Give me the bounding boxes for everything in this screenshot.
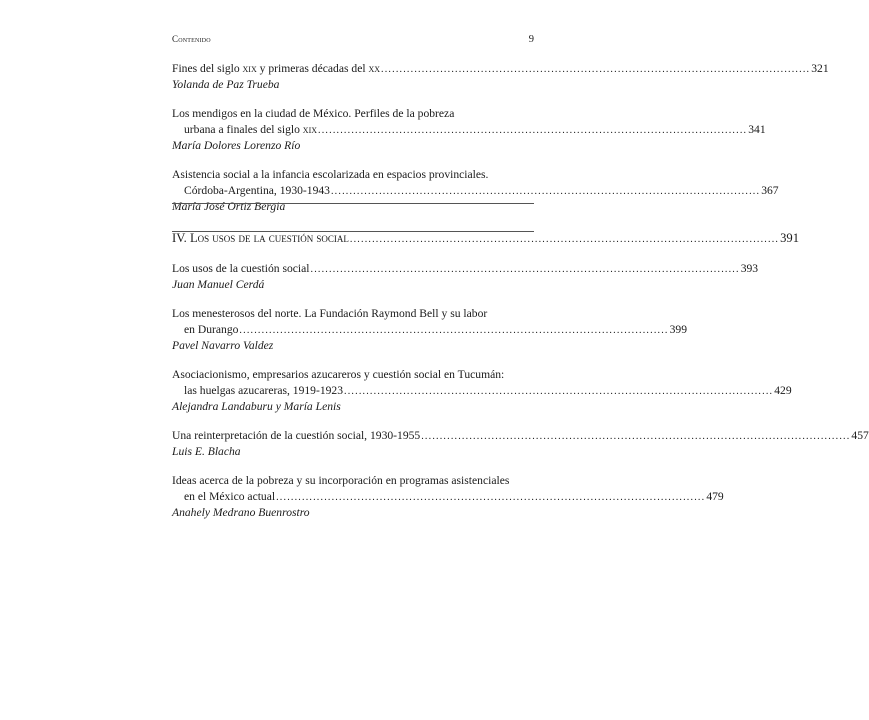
- entry-author: María José Ortiz Bergia: [172, 200, 286, 213]
- entry-page-number: 479: [706, 490, 724, 503]
- dot-leader: ....................................................................................................................: [318, 125, 748, 136]
- section-title: IV. Los usos de la cuestión social: [172, 231, 349, 245]
- entry-title: Córdoba-Argentina, 1930-1943: [184, 184, 330, 197]
- dot-leader: ....................................................................................................................: [239, 325, 669, 336]
- entry-page-number: 429: [774, 384, 792, 397]
- toc-group: [172, 61, 829, 215]
- table-of-contents: [172, 61, 869, 521]
- running-head: Contenido: [172, 34, 211, 44]
- entry-title: Una reinterpretación de la cuestión social, 1930-1955: [172, 429, 421, 442]
- entry-title-line: [172, 61, 829, 77]
- entry-title: Asistencia social a la infancia escolarizada en espacios provinciales.: [172, 168, 489, 181]
- entry-author: Juan Manuel Cerdá: [172, 278, 265, 291]
- entry-title: Los menesterosos del norte. La Fundación Raymond Bell y su labor: [172, 307, 488, 320]
- section-rule-top: [172, 203, 534, 204]
- toc-entry[interactable]: [172, 428, 869, 460]
- entry-author: Alejandra Landaburu y María Lenis: [172, 400, 341, 413]
- entry-title-line: [172, 261, 759, 277]
- entry-title: en Durango: [184, 323, 239, 336]
- entry-title-line: [172, 473, 534, 489]
- entry-page-number: 457: [851, 429, 869, 442]
- entry-author: María Dolores Lorenzo Río: [172, 139, 301, 152]
- entry-title-line: [172, 167, 534, 183]
- dot-leader: ....................................................................................................................: [344, 386, 774, 397]
- toc-entry[interactable]: [172, 306, 688, 354]
- entry-title-line: [172, 428, 869, 444]
- dot-leader: ....................................................................................................................: [310, 264, 740, 275]
- toc-entry[interactable]: [172, 367, 792, 415]
- entry-page-number: 321: [811, 62, 829, 75]
- entry-author: Yolanda de Paz Trueba: [172, 78, 280, 91]
- dot-leader: ....................................................................................................................: [421, 431, 851, 442]
- entry-author: Luis E. Blacha: [172, 445, 241, 458]
- toc-entry[interactable]: [172, 61, 829, 93]
- toc-entry[interactable]: [172, 167, 779, 215]
- page-number: 9: [528, 34, 534, 45]
- entry-title-line: [172, 122, 766, 138]
- entry-title: Fines del siglo xix y primeras décadas del xx: [172, 62, 381, 75]
- entry-title-line: [172, 489, 724, 505]
- entry-title: Asociacionismo, empresarios azucareros y cuestión social en Tucumán:: [172, 368, 505, 381]
- entry-title: Ideas acerca de la pobreza y su incorporación en programas asistenciales: [172, 474, 510, 487]
- dot-leader: ....................................................................................................................: [330, 186, 761, 197]
- toc-group: [172, 261, 869, 521]
- dot-leader: ....................................................................................................................: [349, 234, 780, 245]
- page-header: [172, 34, 534, 44]
- entry-title-line: [172, 322, 688, 338]
- toc-entry[interactable]: [172, 261, 759, 293]
- entry-author: Pavel Navarro Valdez: [172, 339, 274, 352]
- entry-page-number: 367: [761, 184, 779, 197]
- entry-page-number: 341: [748, 123, 766, 136]
- entry-page-number: 393: [740, 262, 759, 275]
- dot-leader: ....................................................................................................................: [276, 492, 706, 503]
- entry-title-line: [172, 106, 534, 122]
- section-rule-bottom: [172, 231, 534, 232]
- entry-title: en el México actual: [184, 490, 276, 503]
- entry-title-line: [172, 183, 779, 199]
- section-page: 391: [780, 231, 799, 245]
- entry-title: Los mendigos en la ciudad de México. Perfiles de la pobreza: [172, 107, 455, 120]
- entry-title: urbana a finales del siglo xix: [184, 123, 318, 136]
- entry-title-line: [172, 367, 534, 383]
- entry-title: Los usos de la cuestión social: [172, 262, 310, 275]
- entry-author: Anahely Medrano Buenrostro: [172, 506, 310, 519]
- entry-page-number: 399: [669, 323, 688, 336]
- entry-title-line: [172, 306, 534, 322]
- entry-title-line: [172, 383, 792, 399]
- toc-entry[interactable]: [172, 473, 724, 521]
- toc-entry[interactable]: [172, 106, 766, 154]
- dot-leader: ....................................................................................................................: [381, 64, 811, 75]
- entry-title: las huelgas azucareras, 1919-1923: [184, 384, 344, 397]
